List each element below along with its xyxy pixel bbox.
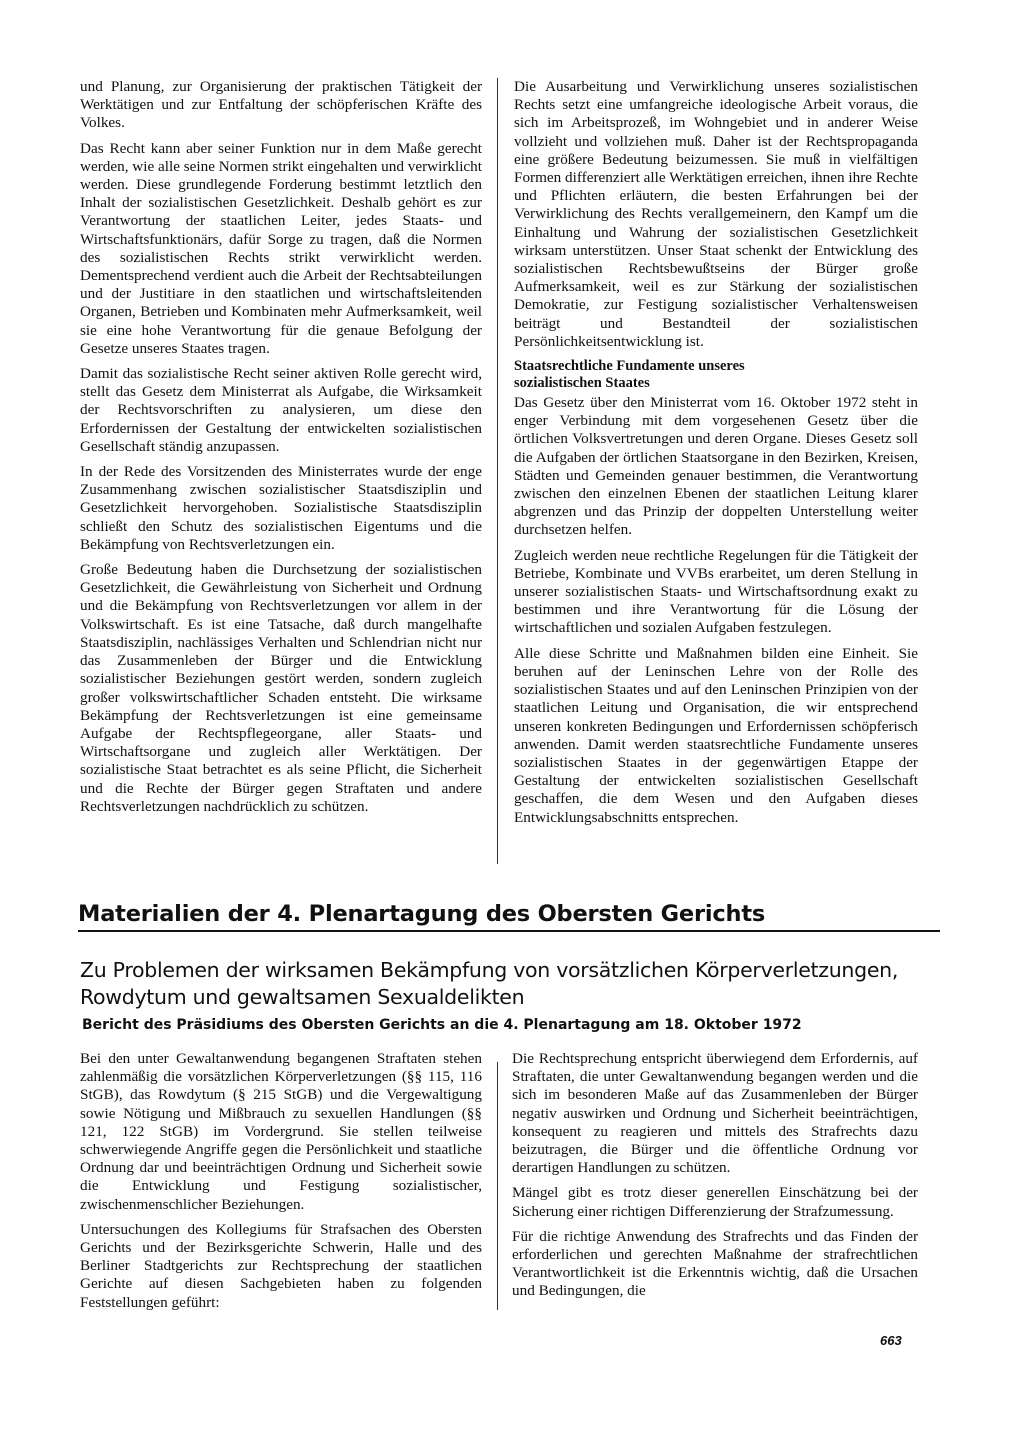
bottom-left-column (80, 1050, 482, 1319)
section-header (78, 900, 940, 932)
paragraph: Große Bedeutung haben die Durchsetzung der sozialistischen Gesetzlichkeit, die Gewährleistung von Sicherheit und Ordnung und die Bekämpfung von Rechtsverletzungen vor allem in der Volkswirtschaft. Es ist eine Tatsache, daß durch mangelhafte Staatsdisziplin, nachlässiges Verhalten und Schlendrian nicht nur das Zusammenleben der Bürger und die Entwicklung sozialistischer Beziehungen gestört werden, sondern zugleich großer volkswirtschaftlicher Schaden entsteht. Die wirksame Bekämpfung der Rechtsverletzungen ist eine gemeinsame Aufgabe der Rechtspflegeorgane, aller Staats- und Wirtschaftsorgane und zugleich aller Werktätigen. Der sozialistische Staat betrachtet es als seine Pflicht, die Sicherheit und die Rechte der Bürger gegen Straftaten und andere Rechtsverletzungen nachdrücklich zu schützen. (80, 561, 482, 815)
article-title-line: Zu Problemen der wirksamen Bekämpfung von vorsätzlichen Körperverletzungen, (80, 958, 899, 982)
section-title: Materialien der 4. Plenartagung des Obersten Gerichts (78, 901, 766, 927)
paragraph: Für die richtige Anwendung des Strafrechts und das Finden der erforderlichen und gerechten Maßnahme der strafrechtlichen Verantwortlichkeit ist die Erkenntnis wichtig, daß die Ursachen und Bedingungen, die (512, 1227, 918, 1300)
paragraph: Das Recht kann aber seiner Funktion nur in dem Maße gerecht werden, wie alle seine Normen strikt eingehalten und verwirklicht werden. Diese grundlegende Forderung bestimmt letztlich den Inhalt der sozialistischen Gesetzlichkeit. Deshalb gehört es zur Verantwortung der staatlichen Leiter, jedes Staats- und Wirtschaftsfunktionärs, dafür Sorge zu tragen, daß die Normen des sozialistischen Rechts strikt verwirklicht werden. Dementsprechend verdient auch die Arbeit der Rechtsabteilungen und der Justitiare in den staatlichen und wirtschaftsleitenden Organen, Betrieben und Kombinaten mehr Aufmerksamkeit, weil sie eine hohe Verantwortung für die genaue Befolgung der Gesetze unseres Staates tragen. (80, 139, 482, 357)
paragraph: Damit das sozialistische Recht seiner aktiven Rolle gerecht wird, stellt das Gesetz dem Ministerrat als Aufgabe, die Wirksamkeit der Rechtsvorschriften zu analysieren, um diese den Erfordernissen der Gestaltung der entwickelten sozialistischen Gesellschaft ständig anzupassen. (80, 365, 482, 455)
paragraph: Die Rechtsprechung entspricht überwiegend dem Erfordernis, auf Straftaten, die unter Gewaltanwendung begangen werden und die sich im besonderen Maße auf das Zusammenleben der Bürger negativ auswirken und Ordnung und Sicherheit beeinträchtigen, konsequent zu reagieren und mittels des Strafrechts dazu beizutragen, die Bürger und die öffentliche Ordnung vor derartigen Handlungen zu schützen. (512, 1050, 918, 1177)
bottom-right-column (512, 1050, 918, 1308)
article-title (80, 957, 940, 1011)
top-right-column (514, 78, 918, 834)
paragraph: Alle diese Schritte und Maßnahmen bilden eine Einheit. Sie beruhen auf der Leninschen Lehre von der Rolle des sozialistischen Staates und auf den Leninschen Prinzipien von der staatlichen Leitung und Organisation, die wir entsprechend unseren konkreten Bedingungen und Erfordernissen schöpferisch anwenden. Damit werden staatsrechtliche Fundamente unseres sozialistischen Staates in der gegenwärtigen Etappe der Gestaltung der entwickelten sozialistischen Gesellschaft geschaffen, die dem Wesen und den Aufgaben dieses Entwicklungsabschnitts entsprechen. (514, 644, 918, 826)
article-subtitle: Bericht des Präsidiums des Obersten Gerichts an die 4. Plenartagung am 18. Oktober 1972 (82, 1017, 802, 1033)
article-title-line: Rowdytum und gewaltsamen Sexualdelikten (80, 985, 525, 1009)
paragraph: Die Ausarbeitung und Verwirklichung unseres sozialistischen Rechts setzt eine umfangreiche ideologische Arbeit voraus, die sich im Arbeitsprozeß, im Wohngebiet und in anderer Weise vollzieht und vollziehen muß. Daher ist der Rechtspropaganda eine größere Bedeutung beizumessen. Sie muß in vielfältigen Formen differenziert alle Werktätigen erreichen, ihnen ihre Rechte und Pflichten erläutern, die besten Erfahrungen bei der Verwirklichung des Rechts verallgemeinern, den Kampf um die Einhaltung und Wahrung der sozialistischen Gesetzlichkeit wirksam unterstützen. Unser Staat schenkt der Entwicklung des sozialistischen Rechtsbewußtseins der Bürger große Aufmerksamkeit, weil es zur Stärkung der sozialistischen Demokratie, zur Festigung sozialistischer Verhaltensweisen beiträgt und Bestandteil der sozialistischen Persönlichkeitsentwicklung ist. (514, 78, 918, 350)
subheading-line: Staatsrechtliche Fundamente unseres (514, 358, 745, 375)
top-left-column (80, 78, 482, 823)
column-divider (497, 1062, 498, 1310)
paragraph: Zugleich werden neue rechtliche Regelungen für die Tätigkeit der Betriebe, Kombinate und VVBs erarbeitet, um deren Stellung in unserer sozialistischen Staats- und Wirtschaftsordnung exakt zu bestimmen und ihre Verantwortung für die Lösung der wirtschaftlichen und sozialen Aufgaben festzulegen. (514, 546, 918, 637)
paragraph: Untersuchungen des Kollegiums für Strafsachen des Obersten Gerichts und der Bezirksgerichte Schwerin, Halle und des Berliner Stadtgerichts zur Rechtsprechung der staatlichen Gerichte auf diesen Sachgebieten haben zu folgenden Feststellungen geführt: (80, 1220, 482, 1311)
paragraph: Mängel gibt es trotz dieser generellen Einschätzung bei der Sicherung einer richtigen Differenzierung der Strafzumessung. (512, 1184, 918, 1220)
column-divider (497, 78, 498, 864)
subheading-line: sozialistischen Staates (514, 375, 650, 392)
paragraph: In der Rede des Vorsitzenden des Ministerrates wurde der enge Zusammenhang zwischen sozialistischer Staatsdisziplin und Gesetzlichkeit hervorgehoben. Sozialistische Staatsdisziplin schließt den Schutz des sozialistischen Eigentums und die Bekämpfung von Rechtsverletzungen ein. (80, 463, 482, 553)
page-number: 663 (880, 1333, 902, 1348)
paragraph: und Planung, zur Organisierung der praktischen Tätigkeit der Werktätigen und zur Entfaltung der schöpferischen Kräfte des Volkes. (80, 78, 482, 132)
subheading (514, 358, 918, 392)
paragraph: Bei den unter Gewaltanwendung begangenen Straftaten stehen zahlenmäßig die vorsätzlichen Körperverletzungen (§§ 115, 116 StGB), das Rowdytum (§ 215 StGB) und die Vergewaltigung sowie Nötigung und Mißbrauch zu sexuellen Handlungen (§§ 121, 122 StGB) im Vordergrund. Sie stellen teilweise schwerwiegende Angriffe gegen die Persönlichkeit und staatliche Ordnung dar und beeinträchtigen Ordnung und Sicherheit sowie die Entwicklung und Festigung sozialistischer, zwischenmenschlicher Beziehungen. (80, 1050, 482, 1213)
paragraph: Das Gesetz über den Ministerrat vom 16. Oktober 1972 steht in enger Verbindung mit dem vorgesehenen Gesetz über die örtlichen Volksvertretungen und deren Organe. Dieses Gesetz soll die Aufgaben der örtlichen Staatsorgane in den Bezirken, Kreisen, Städten und Gemeinden genauer bestimmen, die Verantwortung zwischen den einzelnen Ebenen der staatlichen Leitung klarer abgrenzen und das Prinzip der doppelten Unterstellung weiter durchsetzen helfen. (514, 394, 918, 539)
